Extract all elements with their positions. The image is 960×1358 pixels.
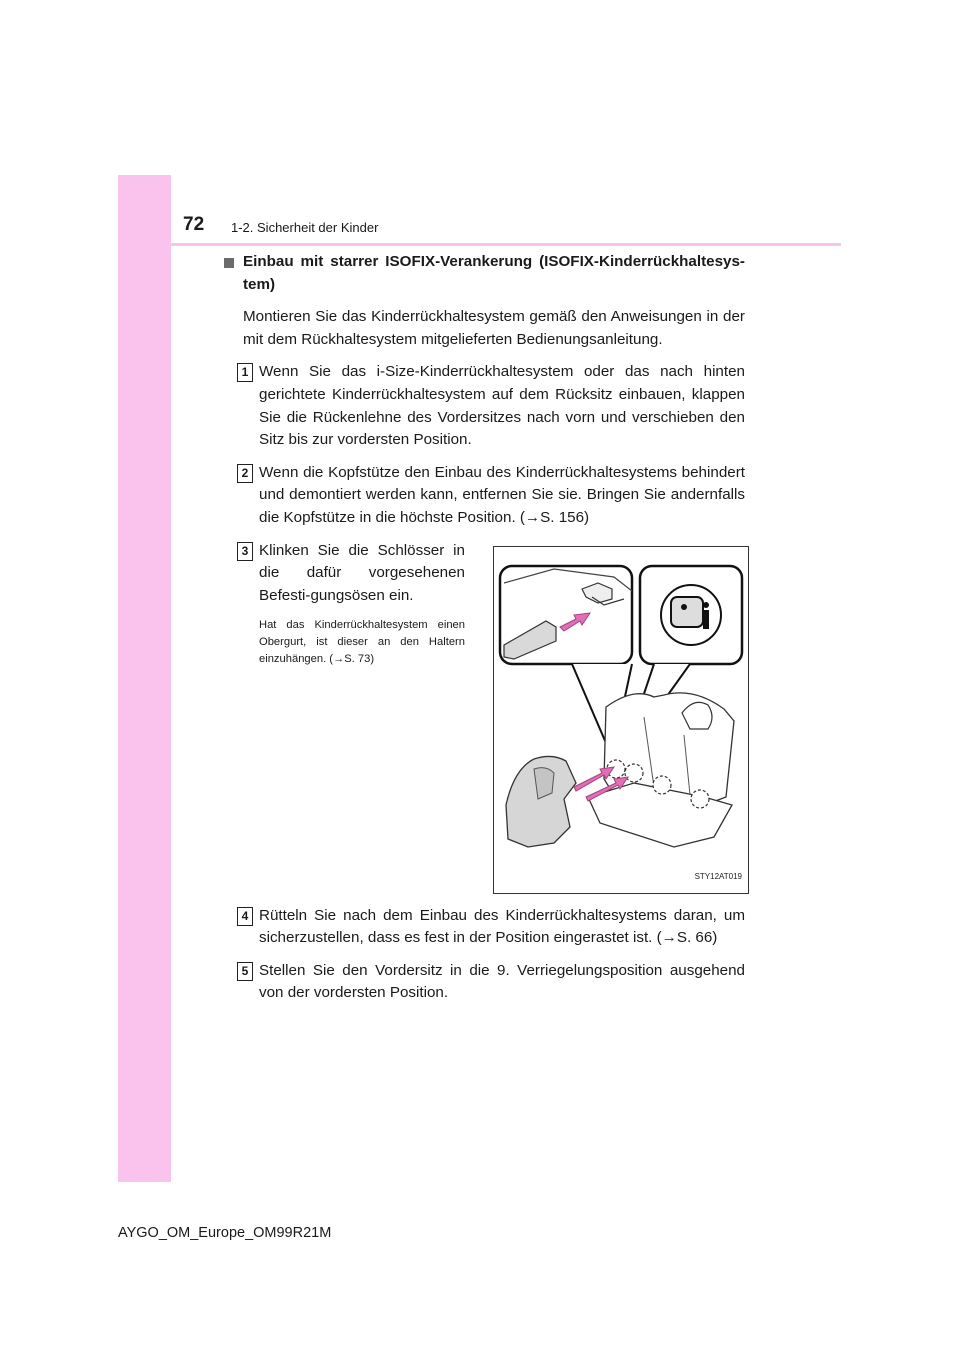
step-number-badge: 5 — [237, 962, 253, 981]
child-seat-symbol-icon — [671, 597, 703, 627]
step-text: Wenn Sie das i-Size-Kinderrückhaltesystem oder das nach hinten gerichtete Kinderrückhaltesystem auf dem Rücksitz einbauen, klappen Sie die Rückenlehne des Vordersitzes nach vorn und verschieben den Sitz bis zur vordersten Position. — [259, 363, 745, 449]
step-5 — [223, 960, 745, 1005]
step-text: Stellen Sie den Vordersitz in die 9. Verriegelungsposition ausgehend von der vordersten Position. — [259, 961, 745, 1002]
step-text: Wenn die Kopfstütze den Einbau des Kinderrückhaltesystems behindert und demontiert werden kann, entfernen Sie sie. Bringen Sie andernfalls die Kopfstütze in die höchste Position. (→S. 156) — [259, 463, 745, 526]
header-rule — [171, 243, 841, 246]
step-number-badge: 1 — [237, 363, 253, 382]
step-2 — [223, 462, 745, 530]
chapter-title: 1-2. Sicherheit der Kinder — [231, 220, 379, 235]
anchor-info-dot — [703, 602, 709, 608]
anchor-point-4 — [691, 790, 709, 808]
isofix-illustration — [493, 546, 749, 894]
isofix-diagram-svg — [494, 547, 748, 893]
anchor-point-3 — [653, 776, 671, 794]
main-content — [223, 251, 745, 1005]
step-number-badge: 2 — [237, 464, 253, 483]
square-bullet-icon — [224, 258, 234, 268]
step-number-badge: 4 — [237, 907, 253, 926]
section-heading-text: Einbau mit starrer ISOFIX-Verankerung (ISOFIX-Kinderrückhaltesys-tem) — [243, 253, 745, 293]
child-head-symbol — [681, 604, 687, 610]
figure-code: STY12AT019 — [694, 871, 742, 881]
step-number-badge: 3 — [237, 542, 253, 561]
section-intro: Montieren Sie das Kinderrückhaltesystem gemäß den Anweisungen in der mit dem Rückhaltesystem mitgelieferten Bedienungsanleitung. — [243, 308, 745, 348]
step-4 — [223, 905, 745, 950]
document-footer: AYGO_OM_Europe_OM99R21M — [118, 1225, 332, 1241]
step-1 — [223, 361, 745, 451]
step-text: Klinken Sie die Schlösser in die dafür vorgesehenen Befesti-gungsösen ein. — [259, 541, 465, 604]
anchor-info-symbol — [703, 610, 709, 629]
anchor-point-2 — [625, 764, 643, 782]
step-text: Rütteln Sie nach dem Einbau des Kinderrückhaltesystems daran, um sicherzustellen, dass es fest in der Position eingerastet ist. (→S. 66) — [259, 906, 745, 947]
side-tab-band — [118, 175, 171, 1182]
section-heading — [223, 251, 745, 296]
step-3-text-block — [259, 540, 465, 669]
step-note: Hat das Kinderrückhaltesystem einen Obergurt, ist dieser an den Haltern einzuhängen. (→S. 73) — [259, 619, 465, 666]
page-number: 72 — [183, 214, 205, 235]
step-3 — [223, 540, 745, 895]
